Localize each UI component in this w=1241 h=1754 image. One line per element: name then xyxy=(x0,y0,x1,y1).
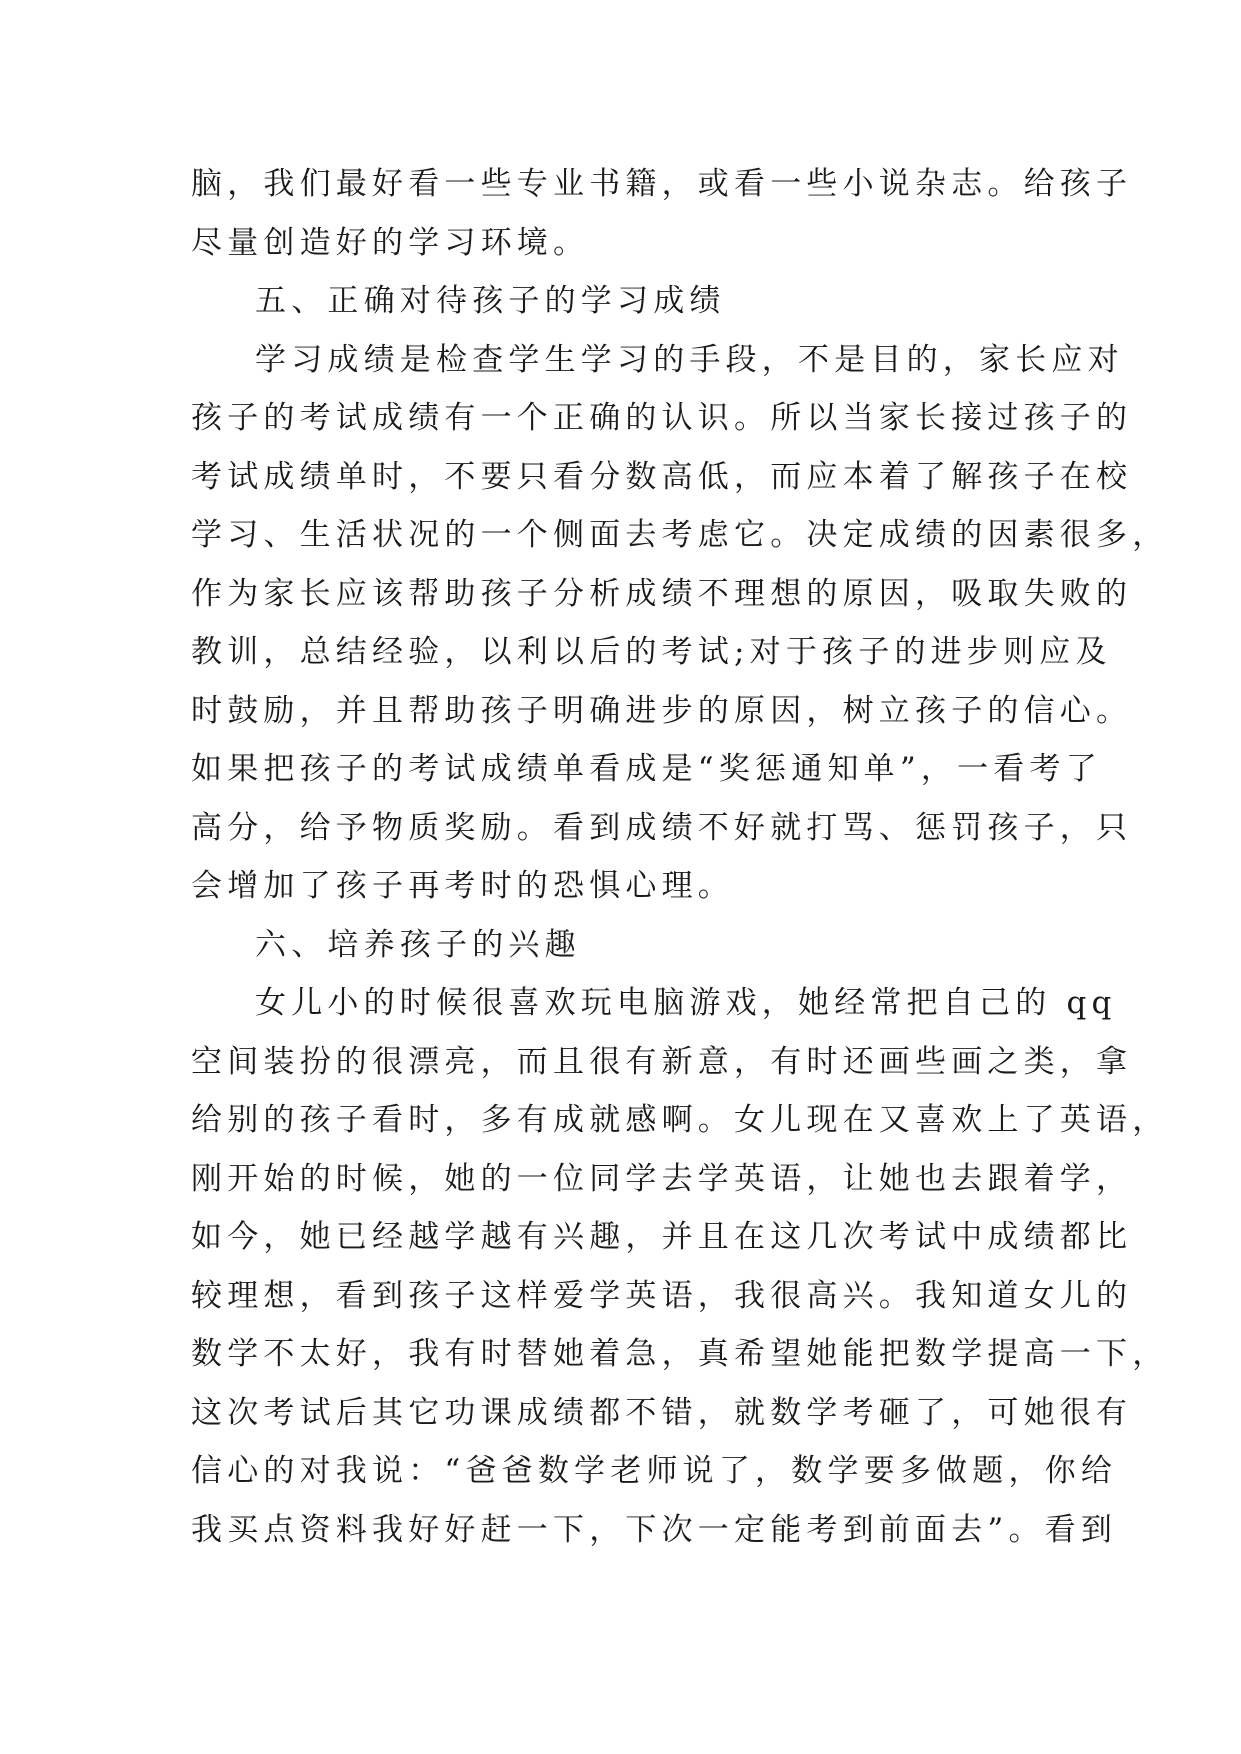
text-line: 会增加了孩子再考时的恐惧心理。 xyxy=(191,868,734,904)
text-line: 高分，给予物质奖励。看到成绩不好就打骂、惩罚孩子，只 xyxy=(191,809,1133,846)
text-line: 时鼓励，并且帮助孩子明确进步的原因，树立孩子的信心。 xyxy=(191,692,1133,729)
text-line: 六、培养孩子的兴趣 xyxy=(255,926,581,963)
text-line: 学习、生活状况的一个侧面去考虑它。决定成绩的因素很多， xyxy=(191,517,1169,553)
text-line: 尽量创造好的学习环境。 xyxy=(191,224,590,261)
text-line: 我买点资料我好好赶一下，下次一定能考到前面去”。看到 xyxy=(191,1511,1118,1548)
text-line: 信心的对我说：“爸爸数学老师说了，数学要多做题，你给 xyxy=(191,1453,1118,1489)
body-text xyxy=(191,155,1169,1559)
text-line: 脑，我们最好看一些专业书籍，或看一些小说杂志。给孩子 xyxy=(191,166,1133,202)
text-line: 五、正确对待孩子的学习成绩 xyxy=(255,283,726,319)
text-line: 数学不太好，我有时替她着急，真希望她能把数学提高一下， xyxy=(191,1336,1169,1372)
text-line: 空间装扮的很漂亮，而且很有新意，有时还画些画之类，拿 xyxy=(191,1043,1133,1080)
text-line: 考试成绩单时，不要只看分数高低，而应本着了解孩子在校 xyxy=(191,458,1133,495)
text-line: 如今，她已经越学越有兴趣，并且在这几次考试中成绩都比 xyxy=(191,1219,1133,1255)
text-line: 给别的孩子看时，多有成就感啊。女儿现在又喜欢上了英语， xyxy=(191,1102,1169,1138)
text-line: 女儿小的时候很喜欢玩电脑游戏，她经常把自己的 qq xyxy=(255,985,1117,1021)
text-line: 较理想，看到孩子这样爱学英语，我很高兴。我知道女儿的 xyxy=(191,1277,1133,1314)
text-line: 孩子的考试成绩有一个正确的认识。所以当家长接过孩子的 xyxy=(191,400,1133,436)
text-line: 这次考试后其它功课成绩都不错，就数学考砸了，可她很有 xyxy=(191,1394,1133,1431)
text-line: 如果把孩子的考试成绩单看成是“奖惩通知单”，一看考了 xyxy=(191,751,1102,787)
text-line: 刚开始的时候，她的一位同学去学英语，让她也去跟着学， xyxy=(191,1160,1133,1197)
text-line: 作为家长应该帮助孩子分析成绩不理想的原因，吸取失败的 xyxy=(191,575,1133,612)
text-line: 教训，总结经验，以利以后的考试;对于孩子的进步则应及 xyxy=(191,634,1112,670)
text-line: 学习成绩是检查学生学习的手段，不是目的，家长应对 xyxy=(255,341,1124,378)
